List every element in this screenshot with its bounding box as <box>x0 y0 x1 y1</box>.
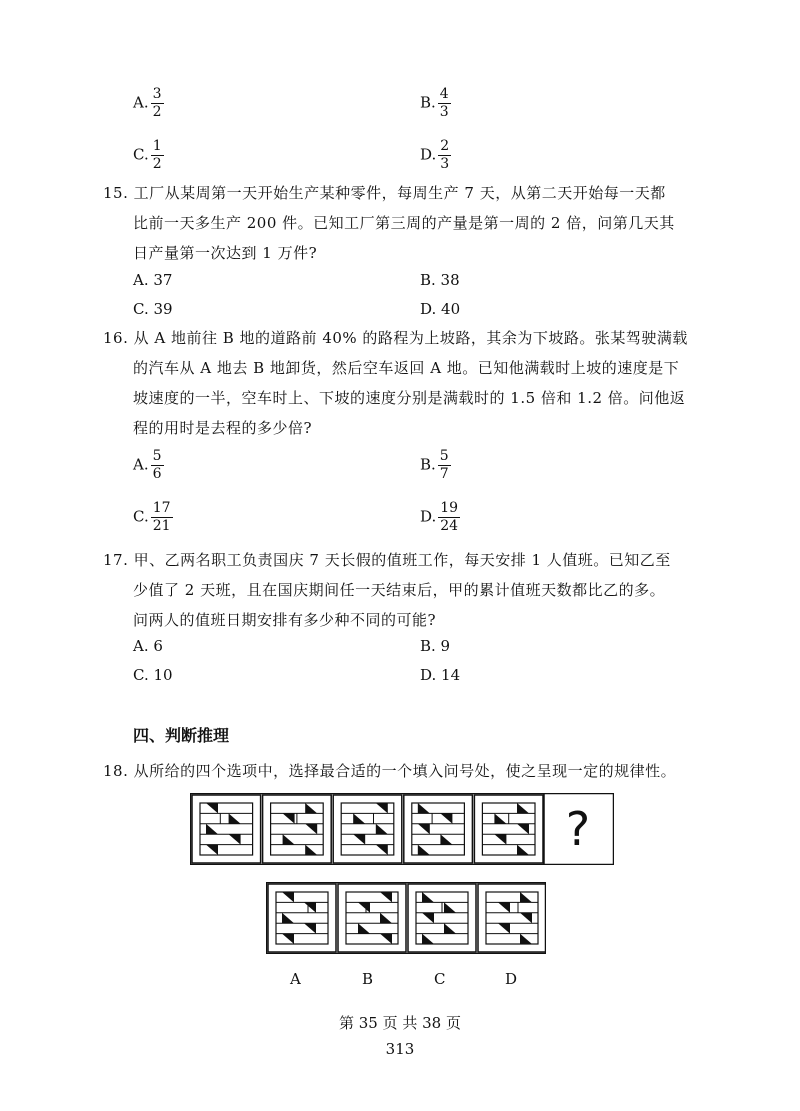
triangle-mark <box>380 934 392 944</box>
triangle-mark <box>358 923 370 933</box>
option-letter: D. <box>420 507 437 526</box>
triangle-mark <box>305 824 317 834</box>
denominator: 24 <box>440 518 459 534</box>
triangle-mark <box>376 845 388 855</box>
triangle-mark <box>440 834 452 844</box>
q18-question-figure <box>190 793 614 865</box>
numerator: 5 <box>439 448 449 464</box>
triangle-mark <box>376 803 388 813</box>
answer-label-c: C <box>434 970 446 988</box>
q17-text <box>103 545 693 635</box>
triangle-mark <box>229 813 241 823</box>
q15-option-c: C. 39 <box>133 300 173 318</box>
puzzle-cell <box>333 795 402 863</box>
triangle-mark <box>358 902 370 912</box>
triangle-mark <box>305 803 317 813</box>
q17-line: 少值了 2 天班，且在国庆期间任一天结束后，甲的累计值班天数都比乙的多。 <box>133 581 666 599</box>
q17-option-b: B. 9 <box>420 637 451 655</box>
q17-line: 问两人的值班日期安排有多少种不同的可能? <box>133 611 437 629</box>
q18-answer-figure <box>266 882 546 954</box>
denominator: 3 <box>440 156 450 172</box>
option-letter: B. <box>420 93 436 112</box>
triangle-mark <box>282 934 294 944</box>
triangle-mark <box>418 803 430 813</box>
q16-line: 坡速度的一半，空车时上、下坡的速度分别是满载时的 1.5 倍和 1.2 倍。问他返 <box>133 389 686 407</box>
answer-label-d: D <box>505 970 518 988</box>
fraction <box>151 138 164 173</box>
denominator: 2 <box>152 104 162 120</box>
q14-option-d <box>420 138 451 173</box>
q15-text <box>103 178 693 268</box>
triangle-mark <box>353 813 365 823</box>
q16-option-d <box>420 500 460 535</box>
triangle-mark <box>376 824 388 834</box>
triangle-mark <box>229 834 241 844</box>
triangle-mark <box>517 803 529 813</box>
fraction <box>151 448 164 483</box>
triangle-mark <box>498 923 510 933</box>
triangle-mark <box>380 913 392 923</box>
puzzle-cell <box>192 795 261 863</box>
triangle-mark <box>304 902 316 912</box>
option-letter: C. <box>133 145 149 164</box>
answer-label-a: A <box>290 970 301 988</box>
numerator: 1 <box>152 138 162 154</box>
triangle-mark <box>498 902 510 912</box>
fraction <box>438 86 451 121</box>
puzzle-cell <box>404 795 473 863</box>
q15-line: 日产量第一次达到 1 万件? <box>133 244 318 262</box>
fraction <box>438 138 451 173</box>
numerator: 19 <box>440 500 459 516</box>
option-letter: C. <box>133 507 149 526</box>
denominator: 6 <box>152 466 162 482</box>
question-mark: ? <box>565 802 591 856</box>
q15-line: 比前一天多生产 200 件。已知工厂第三周的产量是第一周的 2 倍，问第几天其 <box>133 214 675 232</box>
triangle-mark <box>283 813 295 823</box>
triangle-mark <box>206 824 218 834</box>
numerator: 5 <box>152 448 162 464</box>
option-letter: A. <box>133 455 149 474</box>
q16-line: 16. 从 A 地前往 B 地的道路前 40% 的路程为上坡路，其余为下坡路。张某驾驶满载 <box>103 329 688 347</box>
puzzle-cell <box>268 884 336 952</box>
triangle-mark <box>520 892 532 902</box>
denominator: 21 <box>152 518 171 534</box>
triangle-mark <box>444 923 456 933</box>
q14-option-c <box>133 138 164 173</box>
triangle-mark <box>305 845 317 855</box>
puzzle-cell <box>263 795 332 863</box>
q16-option-b <box>420 448 451 483</box>
q17-option-a: A. 6 <box>133 637 163 655</box>
triangle-mark <box>440 813 452 823</box>
q16-text <box>103 323 693 443</box>
fraction <box>151 500 173 535</box>
triangle-mark <box>517 845 529 855</box>
triangle-mark <box>517 824 529 834</box>
puzzle-cell <box>478 884 546 952</box>
q15-option-d: D. 40 <box>420 300 461 318</box>
option-letter: D. <box>420 145 437 164</box>
fraction <box>151 86 164 121</box>
triangle-mark <box>304 923 316 933</box>
option-letter: A. <box>133 93 149 112</box>
fraction <box>438 448 451 483</box>
q16-line: 的汽车从 A 地去 B 地卸货，然后空车返回 A 地。已知他满载时上坡的速度是下 <box>133 359 680 377</box>
triangle-mark <box>422 934 434 944</box>
triangle-mark <box>494 834 506 844</box>
numerator: 17 <box>152 500 171 516</box>
triangle-mark <box>206 803 218 813</box>
page-info: 第 35 页 共 38 页 <box>338 1014 461 1032</box>
q16-line: 程的用时是去程的多少倍? <box>133 419 313 437</box>
triangle-mark <box>520 913 532 923</box>
denominator: 2 <box>152 156 162 172</box>
triangle-mark <box>282 892 294 902</box>
fraction <box>438 500 460 535</box>
triangle-mark <box>282 913 294 923</box>
triangle-mark <box>283 834 295 844</box>
puzzle-cell <box>474 795 543 863</box>
denominator: 7 <box>439 466 449 482</box>
q17-line: 17. 甲、乙两名职工负责国庆 7 天长假的值班工作，每天安排 1 人值班。已知乙至 <box>103 551 671 569</box>
triangle-mark <box>520 934 532 944</box>
denominator: 3 <box>439 104 449 120</box>
q15-option-a: A. 37 <box>133 271 173 289</box>
q15-option-b: B. 38 <box>420 271 460 289</box>
option-letter: B. <box>420 455 436 474</box>
triangle-mark <box>206 845 218 855</box>
q16-option-a <box>133 448 164 483</box>
triangle-mark <box>444 902 456 912</box>
triangle-mark <box>380 892 392 902</box>
answer-label-b: B <box>362 970 374 988</box>
q15-line: 15. 工厂从某周第一天开始生产某种零件，每周生产 7 天，从第二天开始每一天都 <box>103 184 666 202</box>
triangle-mark <box>422 913 434 923</box>
triangle-mark <box>422 892 434 902</box>
numerator: 4 <box>439 86 449 102</box>
numerator: 2 <box>440 138 450 154</box>
section-heading: 四、判断推理 <box>133 726 230 745</box>
puzzle-cell <box>408 884 476 952</box>
triangle-mark <box>418 824 430 834</box>
q14-option-a <box>133 86 164 121</box>
triangle-mark <box>494 813 506 823</box>
q18-text: 18. 从所给的四个选项中，选择最合适的一个填入问号处，使之呈现一定的规律性。 <box>103 762 677 780</box>
numerator: 3 <box>152 86 162 102</box>
q14-option-b <box>420 86 451 121</box>
q17-option-c: C. 10 <box>133 666 173 684</box>
q16-option-c <box>133 500 173 535</box>
triangle-mark <box>418 845 430 855</box>
q17-option-d: D. 14 <box>420 666 461 684</box>
page-number: 313 <box>385 1040 415 1058</box>
puzzle-cell <box>338 884 406 952</box>
triangle-mark <box>353 834 365 844</box>
